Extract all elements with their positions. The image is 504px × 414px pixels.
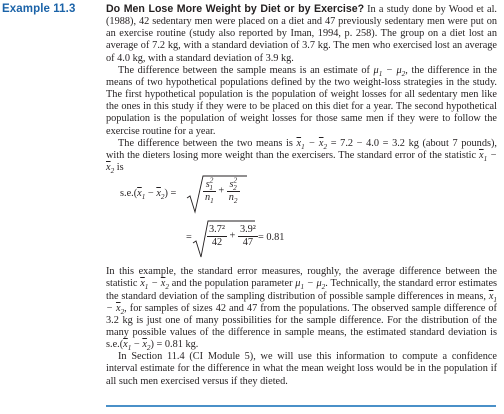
math-xbar-difference: $\overline{x}_1 - \overline{x}_2$ [140,278,169,292]
fraction-numerator: 3.9² [238,224,258,237]
paragraph-text: = 7.2 − 4.0 = 3.2 kg (about 7 pounds), with the dieters losing more weight than the exercisers. The standard error of the statistic [106,137,497,161]
fraction-denominator: 42 [211,237,223,249]
math-xbar-difference: $\overline{x}_1 - \overline{x}_2$ [296,137,328,151]
paragraph-standard-error-meaning [106,266,497,351]
formula-equals: = [186,232,192,244]
formula-result: = 0.81 [258,232,285,244]
paragraph-hypothetical-populations [106,65,497,138]
paragraph-text: is [116,162,124,174]
paragraph-next-section: In Section 11.4 (CI Module 5), we will use this information to compute a confidence interval estimate for the difference in what the mean weight loss would be in the population if all such men exercised versus if they dieted. [106,351,497,387]
paragraph-text: . Technically, the standard error estimates the standard deviation of the sampling distribution of possible sample differences in means, [106,278,498,302]
formula-symbolic-fractions: $\frac{s^2_1}{n_1}$ + $\frac{s^2_2}{n_2}$ [205,176,238,206]
paragraph-intro [106,3,497,65]
paragraph-text: The difference between the two means is [118,137,293,149]
standard-error-formula [106,176,497,260]
math-mu-difference: $\mu_1 - \mu_2$ [295,278,326,292]
formula-lhs: $s.e.(\overline{x}_1 - \overline{x}_2)$ = [120,188,177,202]
math-xbar-difference: $\overline{x}_1 - \overline{x}_2$ [106,290,497,316]
fraction-numerator: 3.7² [207,224,227,237]
paragraph-text: and the population parameter [171,278,293,290]
math-mu-difference: $\mu_1 - \mu_2$ [373,64,406,78]
math-xbar-difference: $(\overline{x}_1 - \overline{x}_2)$ [119,339,154,353]
paragraph-intro-text: In a study done by Wood et al. (1988), 42 sedentary men were placed on a diet and 47 previously sedentary men were put on an exercise routine (study also reported by Iman, 1994, p. 258). The group on a diet lost an average of 7.2 kg, with a standard deviation of 3.7 kg. The men who exercised lost an average of 4.0 kg, with a standard deviation of 3.9 kg. [106,4,497,64]
example-label: Example 11.3 [2,3,76,15]
example-body [106,3,497,388]
paragraph-text: In this example, the standard error measures, roughly, the average difference between the statistic [106,266,497,290]
paragraph-difference-of-means [106,138,497,174]
formula-numeric-fractions: $\frac{\text{3.7²}}{42}$ + $\frac{\text{3.9²}}{47}$ [209,224,256,249]
math-xbar-difference: $\overline{x}_1 - \overline{x}_2$ [106,149,497,176]
paragraph-text: , for samples of sizes 42 and 47 from the populations. The observed sample difference of 3.2 kg is just one of many possibilities for the sample difference. For the distribution of the many possible values of the difference in sample means, the estimated standard deviation is s.e. [106,302,497,351]
bottom-rule [106,405,496,407]
example-title: Do Men Lose More Weight by Diet or by Exercise? [106,3,365,15]
paragraph-text: The difference between the sample means is an estimate of [118,64,370,76]
fraction-denominator: 47 [242,237,254,249]
paragraph-text: , the difference in the means of two hypothetical populations defined by the two weight-loss strategies in the study. The first hypothetical population is the population of weight losses for all sedentary men like the ones in this study if they were to be placed on this diet for a year. The second hypothetical population is the population of weight losses for those same men if they were to follow the exercise routine for a year. [106,64,498,137]
paragraph-text: = 0.81 kg. [156,339,199,351]
